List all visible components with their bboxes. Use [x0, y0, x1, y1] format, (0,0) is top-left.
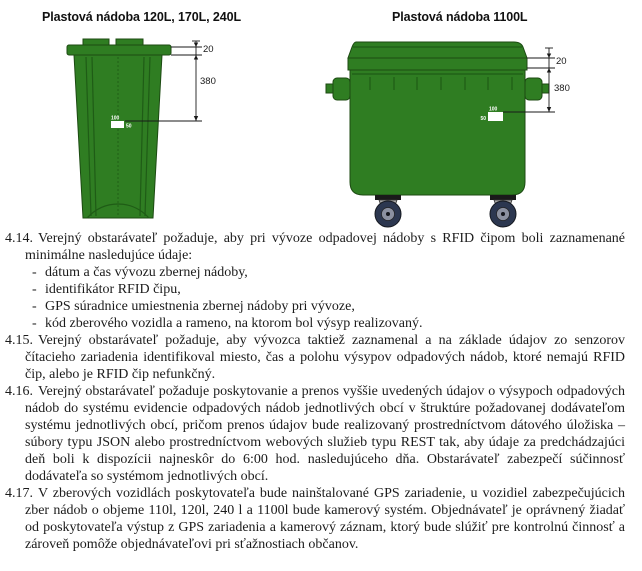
bin1-chip-width-label: 100 [111, 115, 120, 122]
bin2-dimension-arrow [547, 107, 551, 112]
bin1-lid-dimension-label: 20 [203, 44, 214, 55]
figure1-bin-illustration [40, 36, 240, 231]
paragraph-4-15 [5, 332, 625, 383]
bin1-rfid-chip-marker [111, 121, 124, 128]
bin2-left-trunnion-pin [326, 84, 333, 93]
list-item-text: GPS súradnice umiestnenia zbernej nádoby pri vývoze, [45, 299, 355, 314]
bin2-chip-height-label: 50 [480, 116, 486, 122]
bin2-height-dimension-label: 380 [554, 83, 570, 94]
paragraph-4-17 [5, 485, 625, 553]
paragraph-text: Verejný obstarávateľ požaduje, aby pri vývoze odpadovej nádoby s RFID čipom boli zaznamenané minimálne nasledujúce údaje: [25, 231, 625, 263]
bin2-dimension-arrow [547, 54, 551, 59]
bin2-lid [348, 42, 527, 58]
bin2-rfid-chip-marker [488, 112, 503, 121]
paragraph-4-16 [5, 383, 625, 485]
figure2-container-illustration [325, 36, 580, 236]
bin1-height-dimension-label: 380 [200, 76, 216, 87]
list-item [32, 315, 625, 332]
paragraph-number: 4.16. [5, 384, 33, 399]
paragraph-4-14 [5, 230, 625, 264]
paragraph-text: V zberových vozidlách poskytovateľa bude nainštalované GPS zariadenie, u vozidiel zabezpečujúcich zber nádob o objeme 110l, 120l, 240 l a 1100l bude kamerový systém. Objednávateľ je oprávnený žiadať od poskytovateľa výstup z GPS zariadenia a kamerový záznam, ktorý bude slúžiť pre kontrolnú činnosť a zároveň pomôže objednávateľovi pri sťažnostiach občanov. [25, 486, 625, 552]
paragraph-text: Verejný obstarávateľ požaduje poskytovanie a prenos vyššie uvedených údajov o výsypoch odpadových nádob do systému evidencie odpadových nádob jednotlivých obcí v štruktúre požadovanej dodávateľom systému jednotlivých obcí, pričom prenos údajov bude realizovaný prostredníctvom dátového úložiska – súbory typu JSON alebo prostredníctvom webových služieb typu REST tak, aby údaje za predchádzajúci deň boli k dispozícii najneskôr do 6:00 hod. nasledujúceho dňa. Obstarávateľ zabezpečí súčinnosť dodávateľa so systémom jednotlivých obcí. [25, 384, 625, 484]
bin1-dimension-arrow [194, 55, 198, 60]
list-item [32, 298, 625, 315]
list-item [32, 264, 625, 281]
paragraph-text: Verejný obstarávateľ požaduje, aby vývozca taktiež zaznamenal a na základe údajov zo senzorov čítacieho zariadenia identifikoval miesto, čas a polohu výsypov odpadových nádob, ktoré nemajú RFID čip, alebo je RFID čip nefunkčný. [25, 333, 625, 382]
bin2-right-trunnion [525, 78, 542, 100]
bin2-right-trunnion-pin [542, 84, 549, 93]
list-item-text: dátum a čas vývozu zbernej nádoby, [45, 265, 248, 280]
bin1-lid [67, 45, 171, 55]
list-bullet: - [32, 299, 37, 314]
list-item-text: identifikátor RFID čipu, [45, 282, 181, 297]
list-item [32, 281, 625, 298]
figure2-title: Plastová nádoba 1100L [392, 10, 528, 24]
bin2-wheel-bracket [375, 195, 401, 200]
list-bullet: - [32, 316, 37, 331]
bin2-chip-width-label: 100 [489, 106, 498, 113]
bin2-body [350, 70, 525, 195]
bin1-dimension-arrow [194, 43, 198, 48]
list-bullet: - [32, 265, 37, 280]
list-bullet: - [32, 282, 37, 297]
bin2-lid-dimension-label: 20 [556, 56, 567, 67]
figure1-title: Plastová nádoba 120L, 170L, 240L [42, 10, 241, 24]
body-text [5, 230, 625, 553]
paragraph-number: 4.14. [5, 231, 33, 246]
bin2-wheel-hub [386, 212, 390, 216]
bin2-wheel-bracket [490, 195, 516, 200]
bin2-lid-band [348, 58, 527, 70]
bin2-dimension-arrow [547, 68, 551, 73]
paragraph-number: 4.17. [5, 486, 33, 501]
list-item-text: kód zberového vozidla a rameno, na ktorom bol výsyp realizovaný. [45, 316, 423, 331]
bin2-wheel-hub [501, 212, 505, 216]
bin1-chip-height-label: 50 [126, 123, 132, 130]
bin2-left-trunnion [333, 78, 350, 100]
bin1-dimension-arrow [194, 116, 198, 121]
paragraph-number: 4.15. [5, 333, 33, 348]
